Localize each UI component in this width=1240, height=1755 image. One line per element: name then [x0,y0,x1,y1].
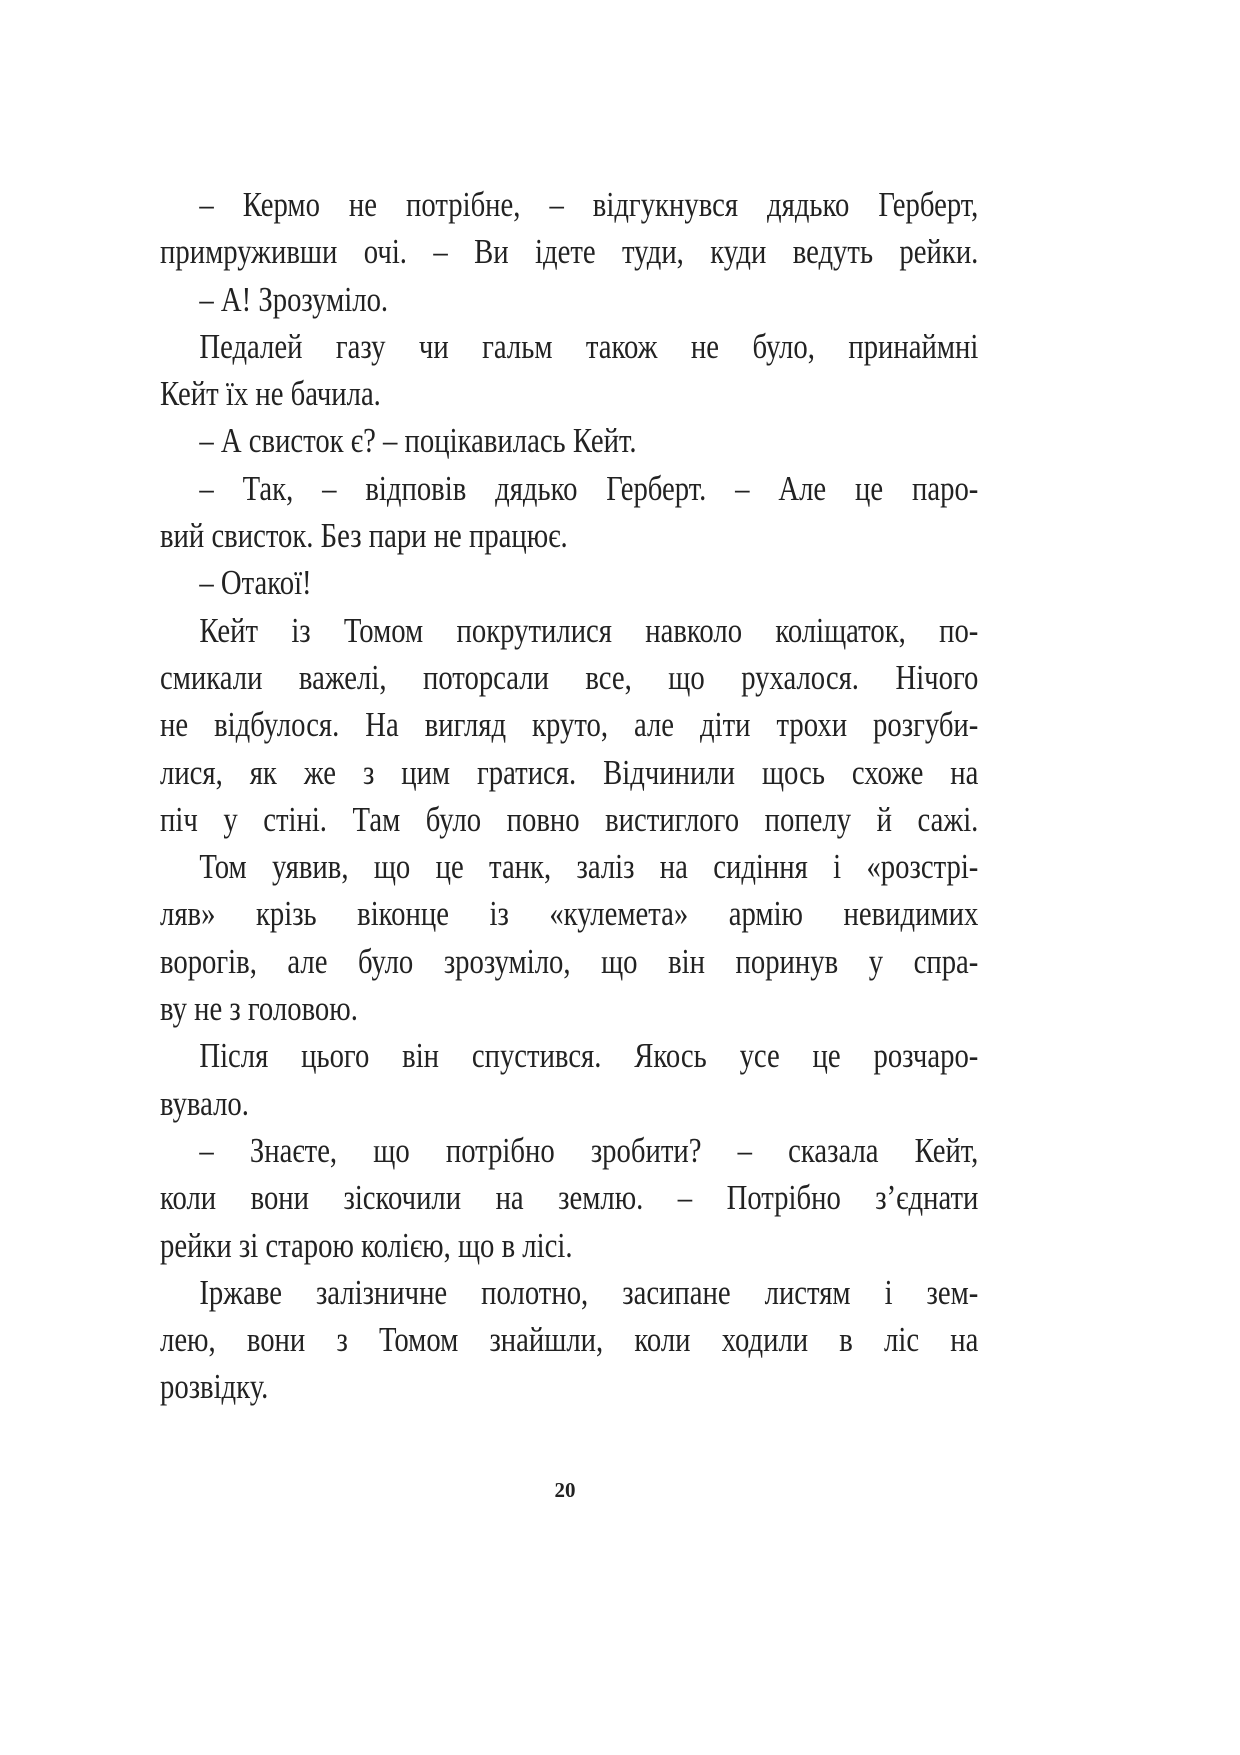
text-line: піч у стіні. Там було повно вистиглого попелу й сажі. [160,799,979,839]
text-line: Кейт із Томом покрутилися навколо коліщаток, по- [199,610,979,650]
text-line: – Кермо не потрібне, – відгукнувся дядько Герберт, [199,185,979,224]
text-line: ву не з головою. [160,989,358,1029]
text-line: ворогів, але було зрозуміло, що він поринув у спра- [160,941,979,981]
text-line: – Знаєте, що потрібно зробити? – сказала Кейт, [199,1130,979,1170]
body-text [160,181,978,1411]
text-line: рейки зі старою колією, що в лісі. [160,1225,573,1265]
text-line: – А свисток є? – поцікавилась Кейт. [199,421,637,461]
text-line: Том уявив, що це танк, заліз на сидіння і «розстрі- [199,847,979,887]
text-line: – Так, – відповів дядько Герберт. – Але це паро- [199,468,979,508]
text-line: – А! Зрозуміло. [199,279,389,319]
text-line: Іржаве залізничне полотно, засипане листям і зем- [199,1272,979,1312]
text-line: коли вони зіскочили на землю. – Потрібно з’єднати [160,1178,979,1218]
page-number: 20 [554,1478,576,1502]
text-line: лися, як же з цим гратися. Відчинили щось схоже на [160,752,979,792]
text-line: не відбулося. На вигляд круто, але діти трохи розгуби- [160,705,979,745]
text-line: Кейт їх не бачила. [160,374,381,414]
text-line: ляв» крізь віконце із «кулемета» армію невидимих [160,894,979,934]
text-line: Після цього він спустився. Якось усе це розчаро- [199,1036,979,1076]
text-line: Педалей газу чи гальм також не було, принаймні [199,326,979,366]
text-line: розвідку. [160,1367,269,1407]
text-line: лею, вони з Томом знайшли, коли ходили в ліс на [160,1320,979,1360]
text-line: вий свисток. Без пари не працює. [160,516,568,556]
text-line: смикали важелі, поторсали все, що рухалося. Нічого [160,657,979,697]
text-line: вувало. [160,1083,249,1123]
text-line: примруживши очі. – Ви ідете туди, куди ведуть рейки. [160,232,979,272]
text-line: – Отакої! [199,563,312,603]
